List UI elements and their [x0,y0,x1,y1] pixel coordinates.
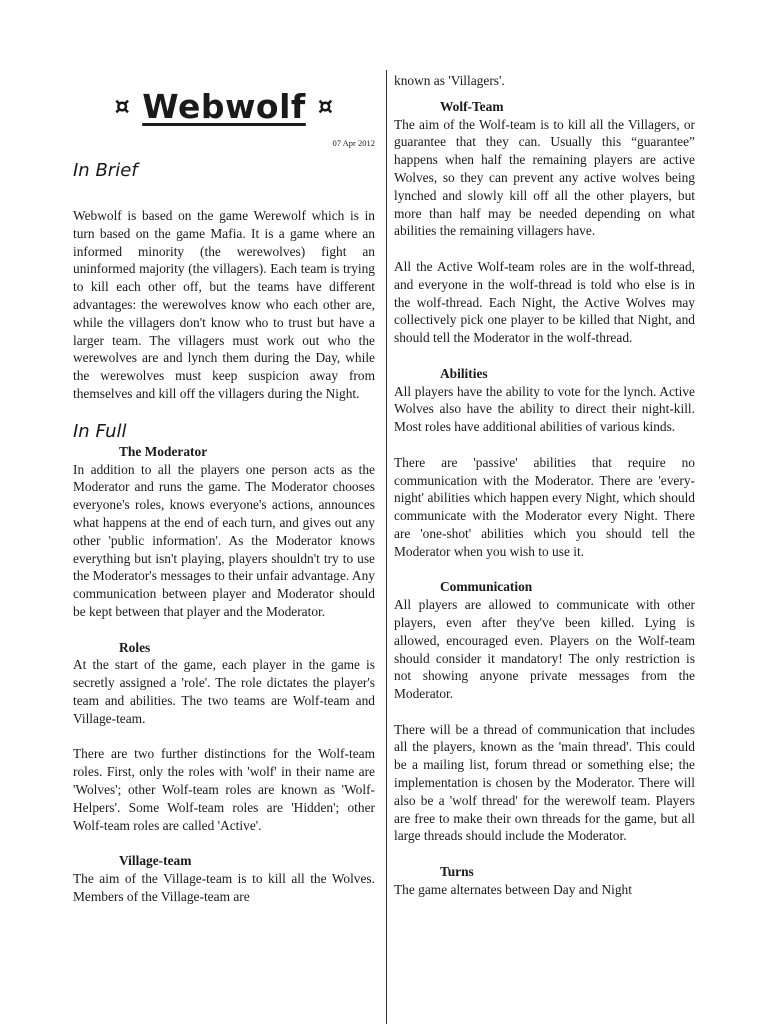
roles-paragraph-2: There are two further distinctions for the Wolf-team roles. First, only the roles with 'wolf' in their name are 'Wolves'; other Wolf-team roles are known as 'Wolf-Helpers'. Some Wolf-team roles are 'Hidden'; other Wolf-team roles are called 'Active'. [73,746,375,833]
moderator-paragraph: In addition to all the players one person acts as the Moderator and runs the game. The Moderator chooses everyone's roles, knows everyone's actions, announces what happens at the end of each turn, and gives out any other 'public information'. As the Moderator knows everything but isn't playing, players shouldn't try to use the Moderator's messages to their unfair advantage. Any communication between player and Moderator should be kept between that player and the Moderator. [73,461,375,619]
heading-roles: Roles [119,639,151,655]
title-ornament-right: ¤ [317,92,334,121]
heading-abilities: Abilities [440,365,488,381]
heading-in-brief: In Brief [73,160,138,181]
left-column [73,82,375,905]
continued-text: known as 'Villagers'. [394,73,505,88]
title-text: Webwolf [142,87,306,127]
heading-communication: Communication [440,579,533,595]
heading-village-team: Village-team [119,853,192,869]
heading-turns: Turns [440,864,474,880]
document-date: 07 Apr 2012 [332,138,375,148]
wolf-team-paragraph-1: The aim of the Wolf-team is to kill all the Villagers, or guarantee that they can. Usually this “guarantee” happens when half the remaining players are active Wolves, so they can prevent any active wolves being lynched and slowly kill off all the other players, but more than half may be needed depending on what abilities the remaining villagers have. [394,116,695,239]
communication-paragraph-1: All players are allowed to communicate with other players, even after they've been killed. Lying is allowed, encouraged even. Players on the Wolf-team should consider it mandatory! The only restriction is not showing anyone private messages from the Moderator. [394,597,695,702]
abilities-paragraph-2: There are 'passive' abilities that require no communication with the Moderator. There are 'every-night' abilities which happen every Night, which should communicate with the Moderator every Night. There are 'one-shot' abilities which you should tell the Moderator when you wish to use it. [394,454,695,559]
heading-in-full: In Full [73,420,127,442]
title-ornament-left: ¤ [114,92,131,121]
wolf-team-paragraph-2: All the Active Wolf-team roles are in the wolf-thread, and everyone in the wolf-thread is told who else is in the wolf-thread. Each Night, the Active Wolves may collectively pick one player to be killed that Night, and should tell the Moderator in the wolf-thread. [394,258,695,346]
roles-paragraph-1: At the start of the game, each player in the game is secretly assigned a 'role'. The role dictates the player's team and abilities. The two teams are Wolf-team and Village-team. [73,657,375,726]
right-column [394,72,695,899]
in-brief-paragraph: Webwolf is based on the game Werewolf which is in turn based on the game Mafia. It is a game where an informed minority (the werewolves) fight an uninformed majority (the villagers). Each team is trying to kill each other off, but the teams have different advantages: the werewolves know who each other are, while the villagers don't know who to trust but have a larger team. The villagers must work out who the werewolves are and lynch them during the Day, while the werewolves must keep suspicion away from themselves and kill off the villagers during the Night. [73,208,375,401]
abilities-paragraph-1: All players have the ability to vote for the lynch. Active Wolves also have the ability to direct their night-kill. Most roles have additional abilities of various kinds. [394,383,695,435]
village-team-paragraph: The aim of the Village-team is to kill all the Wolves. Members of the Village-team are [73,870,375,904]
turns-paragraph: The game alternates between Day and Night [394,881,632,897]
document-title [73,82,375,132]
heading-wolf-team: Wolf-Team [440,98,504,114]
heading-moderator: The Moderator [119,443,208,459]
column-divider [386,70,387,1024]
communication-paragraph-2: There will be a thread of communication that includes all the players, known as the 'main thread'. This could be a mailing list, forum thread or something else; the implementation is chosen by the Moderator. There will also be a 'wolf thread' for the werewolf team. Players are free to make their own threads for the game, but all large threads should include the Moderator. [394,721,695,844]
